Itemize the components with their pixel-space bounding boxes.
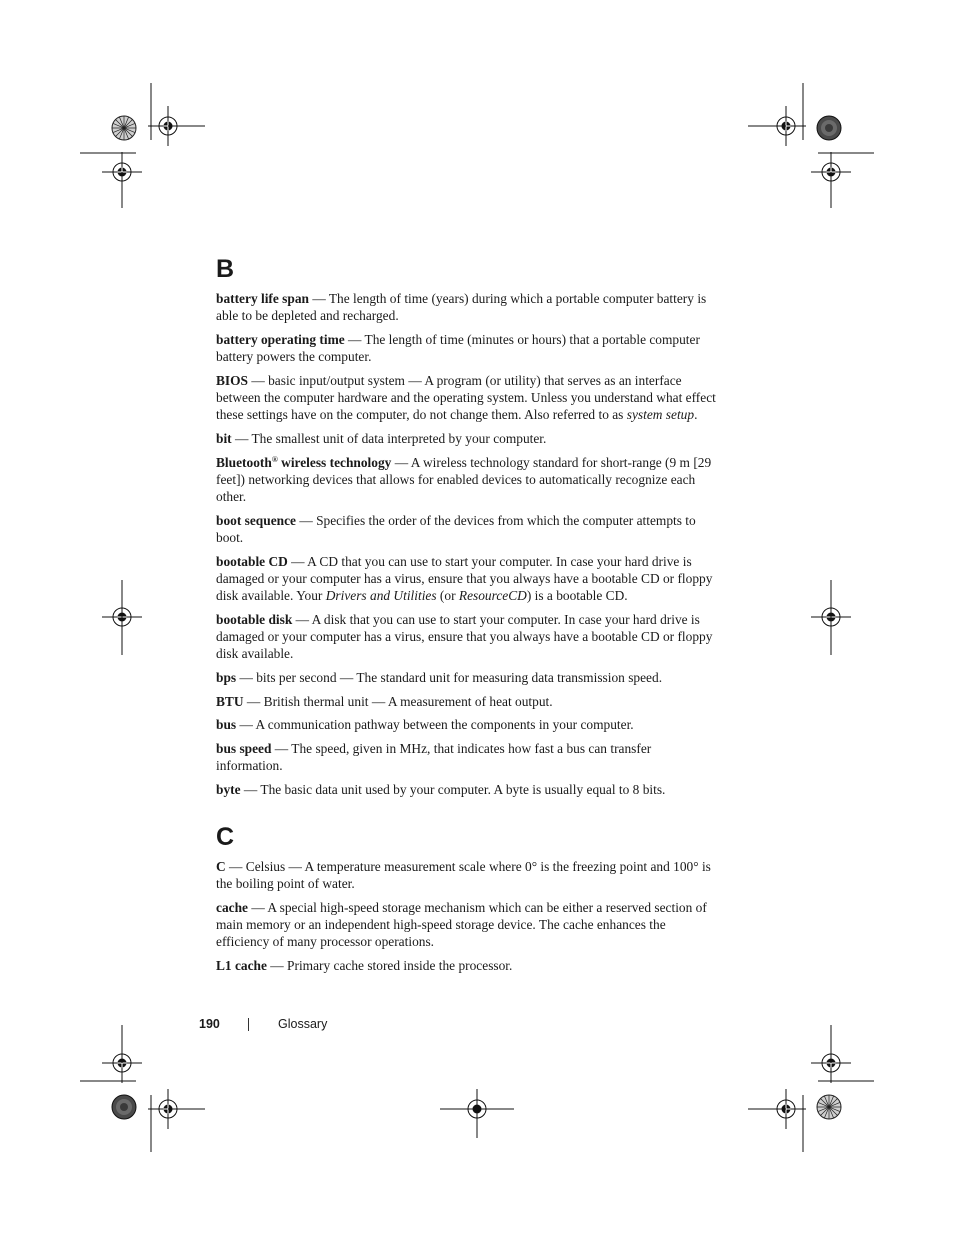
glossary-term: BIOS <box>216 372 249 388</box>
glossary-term: boot sequence <box>216 512 296 528</box>
glossary-term: bps <box>216 670 237 686</box>
glossary-term: L1 cache <box>216 958 267 974</box>
glossary-entry-battery-operating-time <box>216 331 716 366</box>
glossary-definition: — Primary cache stored inside the processor. <box>266 958 513 974</box>
glossary-italic-term: Drivers and Utilities <box>325 588 437 604</box>
glossary-entry-bluetooth <box>216 454 716 506</box>
glossary-term-text: Bluetooth <box>216 454 272 470</box>
glossary-term: battery operating time <box>216 331 345 347</box>
glossary-definition: — The length of time (minutes or hours) that a portable computer battery powers the computer. <box>216 331 700 365</box>
glossary-definition: — basic input/output system — A program (or utility) that serves as an interface between the computer hardware and the operating system. Unless you understand what effect these settings have on the computer, do not change them. Also referred to as <box>216 372 716 423</box>
glossary-entry-l1-cache <box>216 957 716 974</box>
glossary-definition: — A CD that you can use to start your computer. In case your hard drive is damaged or your computer has a virus, ensure that you always have a bootable CD or floppy disk available. Your <box>216 553 713 604</box>
glossary-term: C <box>216 858 226 874</box>
glossary-entry-battery-life-span <box>216 290 716 325</box>
section-letter-b: B <box>216 255 235 283</box>
glossary-term: bootable CD <box>216 553 288 569</box>
glossary-term: cache <box>216 899 248 915</box>
glossary-definition: — The basic data unit used by your computer. A byte is usually equal to 8 bits. <box>240 781 666 797</box>
glossary-entry-byte <box>216 781 716 798</box>
glossary-italic-term: system setup <box>626 407 695 423</box>
glossary-entry-btu <box>216 693 716 710</box>
glossary-term: bootable disk <box>216 611 293 627</box>
glossary-term: bus <box>216 717 237 733</box>
footer-divider <box>248 1018 249 1031</box>
glossary-definition: — A communication pathway between the components in your computer. <box>236 717 634 733</box>
footer-section-title: Glossary <box>278 1017 328 1031</box>
glossary-entry-bios <box>216 372 716 424</box>
glossary-term: battery life span <box>216 291 309 306</box>
glossary-entry-bootable-disk <box>216 611 716 663</box>
glossary-definition: — The speed, given in MHz, that indicates how fast a bus can transfer information. <box>216 740 652 774</box>
glossary-definition: — British thermal unit — A measurement of heat output. <box>243 693 553 709</box>
page-number: 190 <box>199 1017 220 1031</box>
glossary-definition: — The smallest unit of data interpreted by your computer. <box>231 430 547 446</box>
glossary-definition: — Celsius — A temperature measurement scale where 0° is the freezing point and 100° is the boiling point of water. <box>216 858 711 892</box>
glossary-term: bit <box>216 430 232 446</box>
glossary-term-text-after: wireless technology <box>277 454 392 470</box>
section-letter-c: C <box>216 822 235 851</box>
glossary-term: byte <box>216 781 241 797</box>
glossary-entry-bootable-cd <box>216 553 716 605</box>
glossary-entry-bps <box>216 669 716 686</box>
glossary-term <box>216 455 391 470</box>
glossary-definition: — A disk that you can use to start your computer. In case your hard drive is damaged or your computer has a virus, ensure that you always have a bootable CD or floppy disk available. <box>216 611 713 662</box>
glossary-term: bus speed <box>216 740 272 756</box>
glossary-entry-boot-sequence <box>216 512 716 547</box>
glossary-definition-end: ) is a bootable CD. <box>526 588 628 604</box>
glossary-entry-cache <box>216 899 716 951</box>
glossary-entry-bus-speed <box>216 740 716 775</box>
glossary-italic-term-2: ResourceCD <box>458 588 527 604</box>
glossary-content <box>216 254 716 981</box>
glossary-definition-mid: (or <box>436 588 459 604</box>
glossary-definition: — Specifies the order of the devices from which the computer attempts to boot. <box>216 512 696 546</box>
glossary-entry-bus <box>216 716 716 733</box>
glossary-term: BTU <box>216 693 244 709</box>
glossary-definition: — bits per second — The standard unit for measuring data transmission speed. <box>236 670 663 686</box>
registered-mark: ® <box>271 454 278 464</box>
glossary-entry-bit <box>216 430 716 447</box>
glossary-definition: — A wireless technology standard for short-range (9 m [29 feet]) networking devices that allows for enabled devices to automatically recognize each other. <box>216 454 712 505</box>
glossary-definition-end: . <box>694 407 698 423</box>
glossary-entry-c <box>216 858 716 893</box>
glossary-definition: — The length of time (years) during which a portable computer battery is able to be depleted and recharged. <box>216 291 707 324</box>
glossary-definition: — A special high-speed storage mechanism which can be either a reserved section of main memory or an independent high-speed storage device. The cache enhances the efficiency of many processor operations. <box>216 899 707 950</box>
